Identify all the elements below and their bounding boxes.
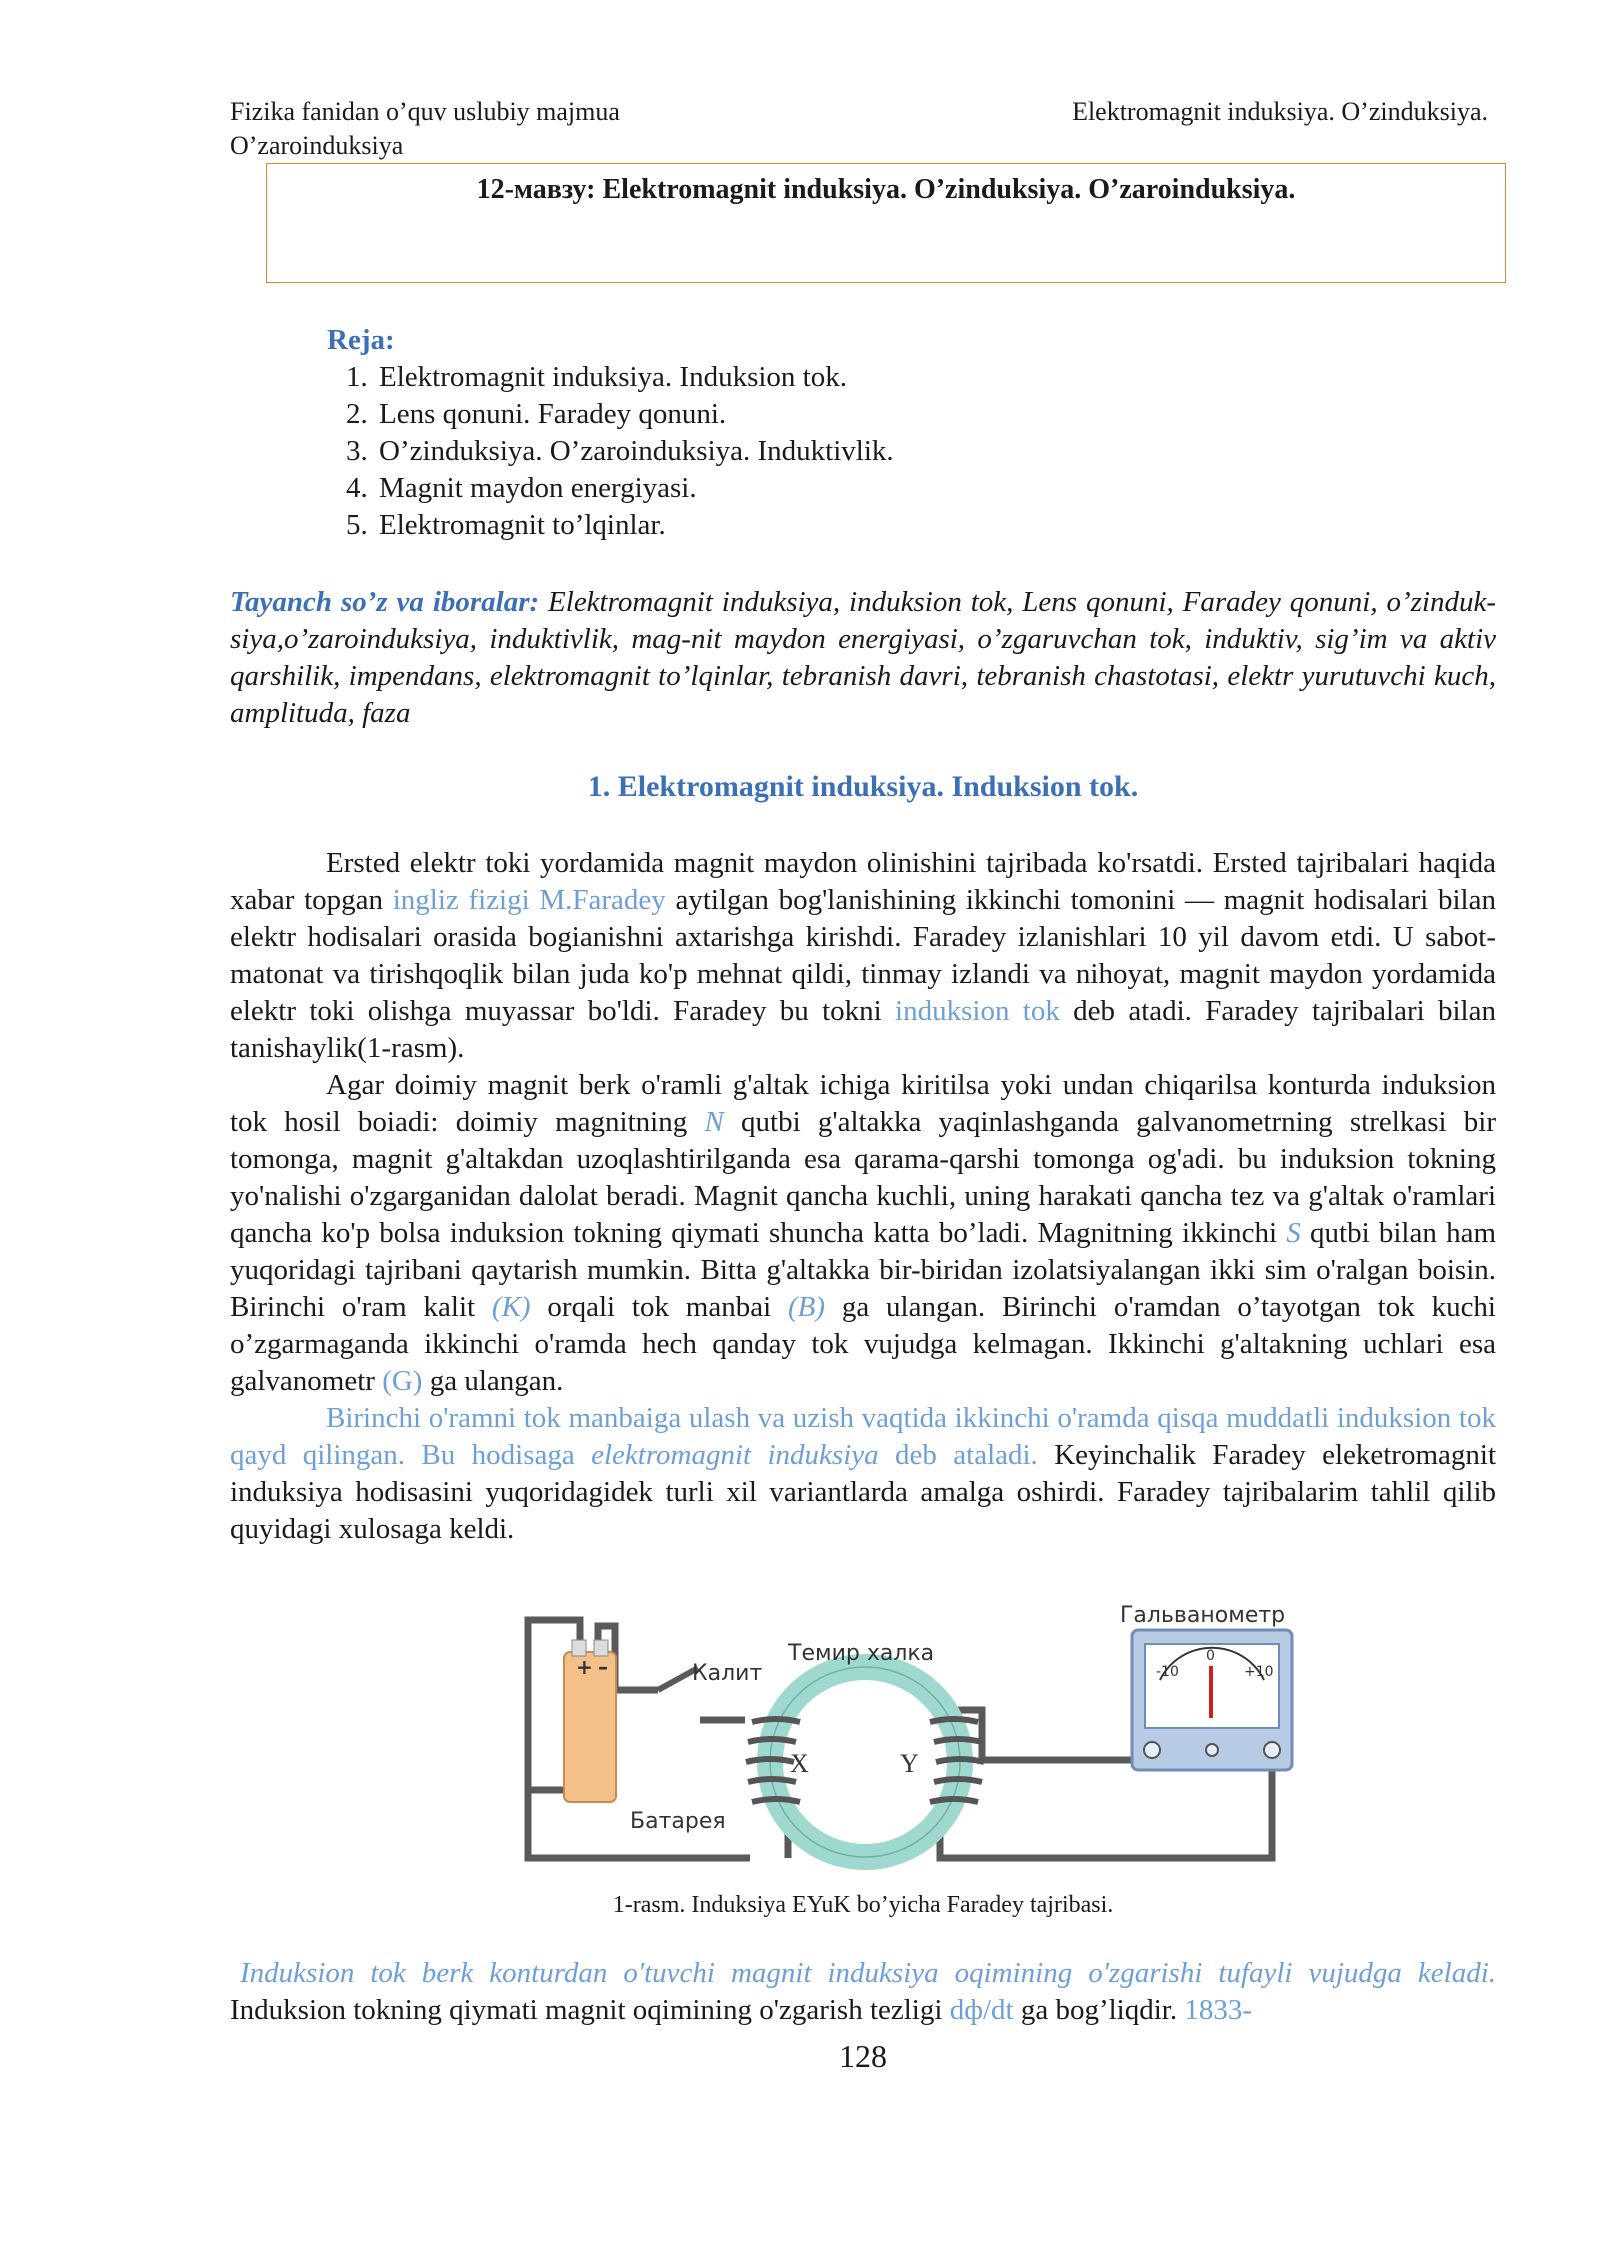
galvanometer-terminal-mid: [1206, 1744, 1218, 1756]
battery-terminal-minus: [594, 1640, 608, 1656]
galvanometer-terminal-left: [1144, 1742, 1160, 1758]
keywords-label: Tayanch so’z va iboralar:: [230, 586, 540, 618]
text-run: deb atadi. Faradey tajribalari bilan tanishaylik(1-rasm).: [230, 995, 1496, 1064]
battery: [564, 1640, 616, 1802]
main-text: [230, 845, 1496, 1548]
highlight-run: ingliz fizigi M.Faradey: [392, 884, 666, 916]
paragraph-4: [230, 1955, 1496, 2029]
header-right-title: Elektromagnit induksiya. O’zinduksiya.: [1072, 97, 1488, 126]
switch-label: Калит: [692, 1661, 763, 1686]
figure-caption: 1-rasm. Induksiya EYuK bo’yicha Faradey tajribasi.: [612, 1892, 1114, 1918]
text-run: ga ulangan.: [422, 1365, 564, 1397]
highlight-run: 1833-: [1184, 1994, 1253, 2026]
keywords-paragraph: [230, 584, 1496, 732]
text-run: ga ulangan. Birinchi o'ramdan o’tayotgan tok kuchi o’zgarmaganda ikkinchi o'ramda hech qanday tok vujudga kelmagan. Ikkinchi g'altakning uchlari esa galvanometr: [230, 1291, 1496, 1397]
highlight-run: induksion tok: [895, 995, 1060, 1027]
scale-mid-label: 0: [1206, 1648, 1215, 1664]
highlight-run: elektromagnit induksiya: [591, 1439, 879, 1471]
section-title: 1. Elektromagnit induksiya. Induksion tok.: [587, 770, 1139, 803]
ring-label: Темир халка: [788, 1641, 935, 1666]
text-run: Ersted elektr toki yordamida magnit maydon olinishini tajribada ko'rsatdi. Ersted tajribalari haqida xabar topgan: [230, 847, 1496, 916]
paragraph-1: [230, 845, 1496, 1067]
battery-minus-sign: –: [598, 1655, 608, 1679]
battery-terminal-plus: [572, 1640, 586, 1656]
topic-title: 12-мавзу: Elektromagnit induksiya. O’zinduksiya. O’zaroinduksiya.: [476, 174, 1296, 205]
plan-list: [327, 359, 894, 544]
text-run: aytilgan bog'lanishining ikkinchi tomonini — magnit hodisalari bilan elektr hodisalari orasida bogianishni axtarishga kirishdi. Faradey izlanishlari 10 yil davom etdi. U sabot-matonat va tirishqoqlik bilan juda ko'p mehnat qildi, tinmay izlandi va nihoyat, magnit maydon yordamida elektr toki olishga muyassar bo'ldi. Faradey bu tokni: [230, 884, 1496, 1027]
formula-run: dф/dt: [949, 1994, 1014, 2026]
header-left-title-cont: O’zaroinduksiya: [230, 131, 404, 160]
header-left-title: Fizika fanidan o’quv uslubiy majmua: [230, 97, 620, 126]
text-run: Keyinchalik Faradey eleketromagnit induksiya hodisasini yuqoridagidek turli xil variantlarda amalga oshirdi. Faradey tajribalarim tahlil qilib quyidagi xulosaga keldi.: [230, 1439, 1497, 1545]
paragraph-3: [230, 1400, 1496, 1548]
highlight-run: Birinchi o'ramni tok manbaiga ulash va uzish vaqtida ikkinchi o'ramda qisqa muddatli induksion tok qayd qilingan. Bu hodisaga: [230, 1402, 1496, 1471]
text-run: qutbi bilan ham yuqoridagi tajribani qaytarish mumkin. Bitta g'altakka bir-biridan izolatsiyalangan ikki sim o'ralgan boisin. Birinchi o'ram kalit: [230, 1217, 1496, 1323]
paragraph-2: [230, 1067, 1496, 1400]
battery-label: Батарея: [630, 1809, 726, 1834]
plan-heading: Reja:: [327, 324, 395, 356]
galvanometer: [1132, 1630, 1292, 1770]
highlight-run: N: [704, 1106, 724, 1138]
battery-plus-sign: +: [576, 1655, 593, 1679]
wire-galv-bottom: [940, 1770, 1272, 1858]
galvanometer-label: Гальванометр: [1120, 1603, 1286, 1628]
plan-section: [327, 322, 894, 544]
text-run: qutbi g'altakka yaqinlashganda galvanometrning strelkasi bir tomonga, magnit g'altakdan uzoqlashtirilganda esa qarama-qarshi tomonga og'adi. bu induksion tokning yo'nalishi o'zgarganidan dalolat beradi. Magnit qancha kuchli, uning harakati qancha tez va g'altak o'ramlari qancha ko'p bolsa induksion tokning qiymati shuncha katta bo’ladi. Magnitning ikkinchi: [230, 1106, 1496, 1249]
keywords-text: Elektromagnit induksiya, induksion tok, Lens qonuni, Faradey qonuni, o’zinduk-siya,o’zaroinduksiya, induktivlik, mag-nit maydon energiyasi, o’zgaruvchan tok, induktiv, sig’im va aktiv qarshilik, impendans, elektromagnit to’lqinlar, tebranish davri, tebranish chastotasi, elektr yurutuvchi kuch, amplituda, faza: [230, 586, 1496, 729]
highlight-run: (B): [787, 1291, 826, 1323]
plan-item: 3. O’zinduksiya. O’zaroinduksiya. Induktivlik.: [375, 433, 894, 470]
text-run: Induksion tokning qiymati magnit oqimining o'zgarish tezligi: [230, 1994, 950, 2026]
highlight-run: deb ataladi.: [878, 1439, 1038, 1471]
coil-x-label: X: [790, 1749, 809, 1778]
galvanometer-terminal-right: [1264, 1742, 1280, 1758]
plan-item: 1. Elektromagnit induksiya. Induksion tok.: [375, 359, 894, 396]
topic-box: [266, 163, 1506, 283]
highlight-run: S: [1286, 1217, 1301, 1249]
plan-item: 4. Magnit maydon energiyasi.: [375, 470, 894, 507]
text-run: Agar doimiy magnit berk o'ramli g'altak ichiga kiritilsa yoki undan chiqarilsa konturda induksion tok hosil boiadi: doimiy magnitning: [230, 1069, 1496, 1138]
highlight-run: (K): [491, 1291, 531, 1323]
coil-y-label: Y: [900, 1749, 919, 1778]
highlight-run: (G): [382, 1365, 423, 1397]
plan-item: 2. Lens qonuni. Faradey qonuni.: [375, 396, 894, 433]
page-number: 128: [839, 2038, 887, 2074]
scale-left-label: -10: [1156, 1664, 1179, 1680]
text-run: orqali tok manbai: [530, 1291, 788, 1323]
text-run: ga bog’liqdir.: [1013, 1994, 1185, 2026]
plan-item: 5. Elektromagnit to’lqinlar.: [375, 507, 894, 544]
scale-right-label: +10: [1244, 1664, 1274, 1680]
highlight-run: Induksion tok berk konturdan o'tuvchi magnit induksiya oqimining o'zgarishi tufayli vujudga keladi.: [240, 1957, 1496, 1989]
faraday-experiment-figure: [520, 1600, 1310, 1910]
